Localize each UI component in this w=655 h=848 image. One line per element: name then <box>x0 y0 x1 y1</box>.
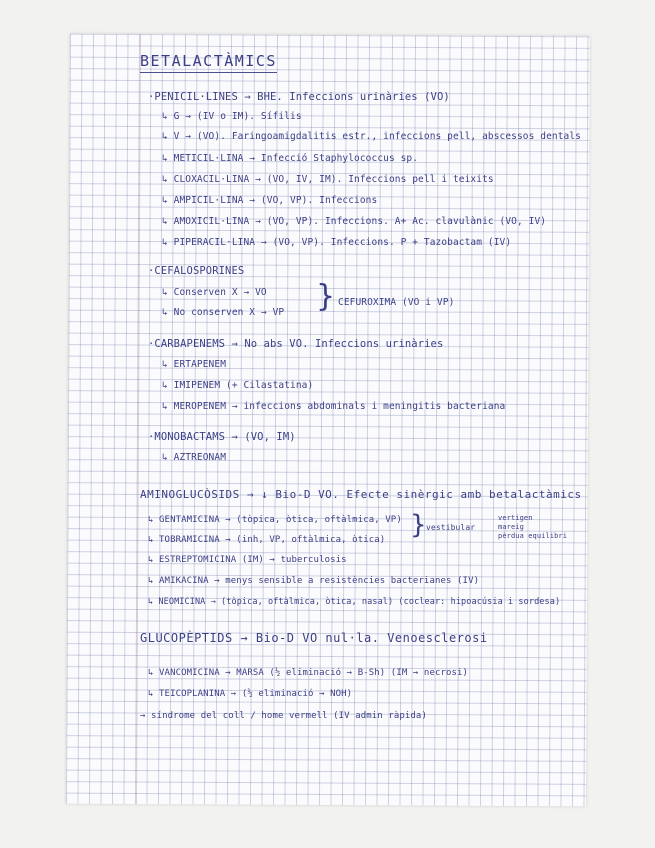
vestibular-effect: mareig <box>498 523 524 531</box>
list-item: ↳ AMOXICIL·LINA → (VO, VP). Infeccions. A+ Ac. clavulànic (VO, IV) <box>162 216 547 227</box>
aminoglucosids-header: AMINOGLUCÒSIDS → ↓ Bio-D VO. Efecte sinèrgic amb betalactàmics <box>140 488 582 501</box>
page-title: BETALACTÀMICS <box>140 52 277 73</box>
curly-brace-icon: } <box>410 510 427 540</box>
list-item: ↳ VANCOMICINA → MARSA (½ eliminació → B-Sh) (IM → necrosi) <box>148 668 469 678</box>
list-item: ↳ ESTREPTOMICINA (IM) → tuberculosis <box>148 555 347 565</box>
list-item: ↳ TOBRAMICINA → (inh, VP, oftàlmica, òtica) <box>148 535 386 545</box>
cefuroxima-note: CEFUROXIMA (VO i VP) <box>338 297 455 308</box>
list-item: ↳ Conserven X → VO <box>162 287 267 298</box>
glucopeptids-header: GLUCOPÈPTIDS → Bio-D VO nul·la. Venoesclerosi <box>140 631 488 645</box>
list-item: ↳ METICIL·LINA → Infecció Staphylococcus sp. <box>162 153 419 164</box>
list-item: ↳ TEICOPLANINA → (½ eliminació → NOH) <box>148 689 353 699</box>
vestibular-effect: pèrdua equilibri <box>498 532 568 540</box>
list-item: ↳ ERTAPENEM <box>162 359 227 370</box>
monobactams-header: ·MONOBACTAMS → (VO, IM) <box>148 431 296 443</box>
list-item: ↳ MEROPENEM → infeccions abdominals i meningitis bacteriana <box>162 401 506 412</box>
list-item: ↳ AZTREONAM <box>162 452 227 463</box>
vestibular-label: vestibular <box>426 523 476 532</box>
cefalosporines-header: ·CEFALOSPORINES <box>148 265 245 277</box>
list-item: ↳ AMPICIL·LINA → (VO, VP). Infeccions <box>162 195 378 206</box>
list-item: ↳ AMIKACINA → menys sensible a resistències bacterianes (IV) <box>148 576 480 586</box>
penicillines-header: ·PENICIL·LINES → BHE. Infeccions urinàries (VO) <box>148 91 450 103</box>
list-item: ↳ IMIPENEM (+ Cilastatina) <box>162 380 314 391</box>
list-item: ↳ G → (IV o IM). Sífilis <box>162 111 302 122</box>
curly-brace-icon: } <box>316 279 336 314</box>
list-item: ↳ GENTAMICINA → (tòpica, òtica, oftàlmica, VP) <box>148 515 402 525</box>
vestibular-effect: vertigen <box>498 514 533 522</box>
list-item: ↳ NEOMICINA → (tòpica, oftàlmica, òtica, nasal) (coclear: hipoacúsia i sordesa) <box>148 597 561 607</box>
list-item: ↳ CLOXACIL·LINA → (VO, IV, IM). Infeccions pell i teixits <box>162 174 494 185</box>
list-item: → síndrome del coll / home vermell (IV admin ràpida) <box>140 711 427 721</box>
carbapenems-header: ·CARBAPENEMS → No abs VO. Infeccions urinàries <box>148 338 444 350</box>
margin-line <box>136 34 141 804</box>
list-item: ↳ V → (VO). Faringoamigdalitis estr., infeccions pell, abscessos dentals <box>162 131 582 142</box>
list-item: ↳ No conserven X → VP <box>162 307 285 318</box>
list-item: ↳ PIPERACIL·LINA → (VO, VP). Infeccions. P + Tazobactam (IV) <box>162 237 512 248</box>
